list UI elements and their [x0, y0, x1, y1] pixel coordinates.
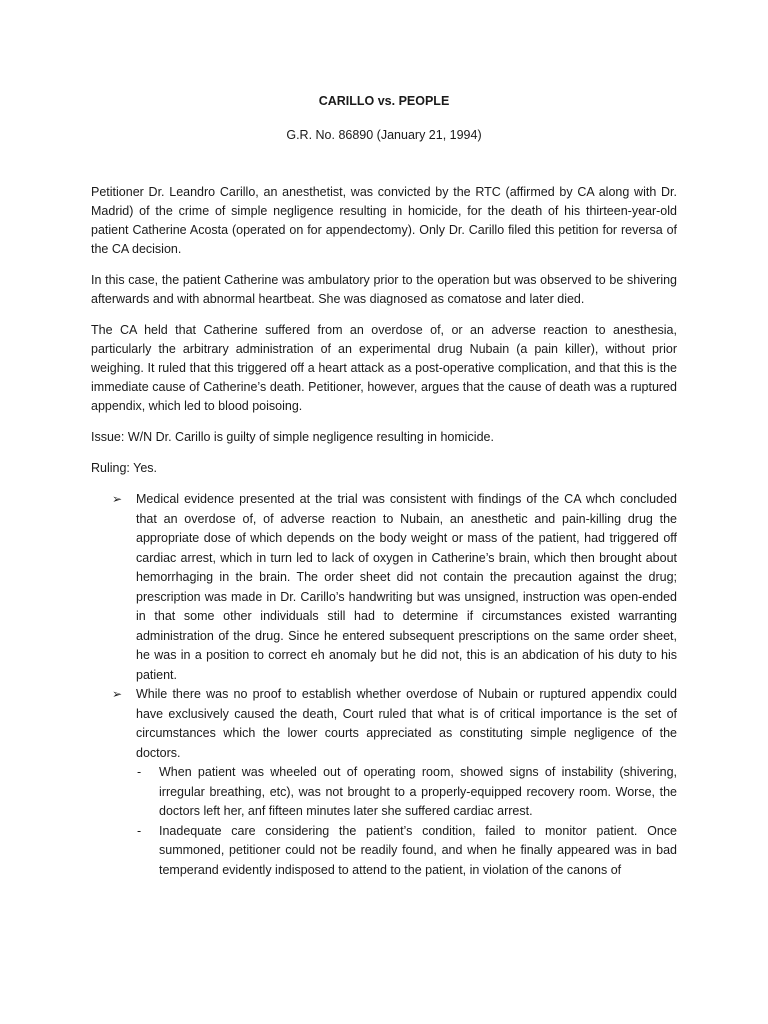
issue-paragraph: Issue: W/N Dr. Carillo is guilty of simple negligence resulting in homicide.: [91, 430, 494, 444]
sub-bullet-text: Inadequate care considering the patient’s condition, failed to monitor patient. Once summoned, petitioner could not be readily found, and when he finally appeared was in bad temperand evidently indisposed to attend to the patient, in violation of the canons of: [159, 823, 677, 877]
sub-bullet-text: When patient was wheeled out of operating room, showed signs of instability (shivering, irregular breathing, etc), was not brought to a properly-equipped recovery room. Worse, the doctors left her, anf fifteen minutes later she suffered cardiac arrest.: [159, 765, 677, 818]
dash-bullet-icon: -: [137, 823, 142, 838]
arrow-bullet-icon: ➢: [112, 492, 123, 506]
sub-bullet-list: [136, 763, 677, 880]
ruling-bullet-list: [91, 490, 677, 880]
ca-holding-paragraph: The CA held that Catherine suffered from an overdose of, or an adverse reaction to anesthesia, particularly the arbitrary administration of an experimental drug Nubain (a pain killer), without prior weighing. It ruled that this triggered off a heart attack as a post-operative complication, and that this is the immediate cause of Catherine’s death. Petitioner, however, argues that the cause of death was a ruptured appendix, which led to blood poisoing.: [91, 323, 677, 413]
list-item: [136, 822, 677, 881]
list-item: [91, 490, 677, 685]
list-item: [91, 685, 677, 880]
ruling-paragraph: Ruling: Yes.: [91, 461, 158, 475]
dash-bullet-icon: -: [137, 765, 142, 779]
facts-paragraph: Petitioner Dr. Leandro Carillo, an anesthetist, was convicted by the RTC (affirmed by CA along with Dr. Madrid) of the crime of simple negligence resulting in homicide, for the death of his thirteen-year-old patient Catherine Acosta (operated on for appendectomy). Only Dr. Carillo filed this petition for reversa of the CA decision.: [91, 185, 677, 256]
bullet-text: While there was no proof to establish whether overdose of Nubain or ruptured appendix could have exclusively caused the death, Court ruled that what is of critical importance is the set of circumstances which the lower courts appreciated as constituting simple negligence of the doctors.: [136, 687, 677, 760]
case-title: CARILLO vs. PEOPLE: [318, 94, 450, 108]
arrow-bullet-icon: ➢: [112, 687, 123, 701]
bullet-text: Medical evidence presented at the trial was consistent with findings of the CA whch concluded that an overdose of, of adverse reaction to Nubain, an anesthetic and pain-killing drug the appropriate dose of which depends on the body weight or mass of the patient, had triggered off cardiac arrest, which in turn led to lack of oxygen in Catherine’s brain, which then brought about hemorrhaging in the brain. The order sheet did not contain the precaution against the drug; prescription was made in Dr. Carillo’s handwriting but was unsigned, instruction was open-ended in that some other individuals still had to determine if circumstances existed warranting administration of the drug. Since he entered subsequent prescriptions on the same order sheet, he was in a position to correct eh anomaly but he did not, this is an abdication of his duty to his patient.: [136, 492, 677, 682]
list-item: [136, 763, 677, 822]
patient-paragraph: In this case, the patient Catherine was ambulatory prior to the operation but was observed to be shivering afterwards and with abnormal heartbeat. She was diagnosed as comatose and later died.: [91, 273, 677, 306]
case-citation: G.R. No. 86890 (January 21, 1994): [286, 128, 482, 142]
